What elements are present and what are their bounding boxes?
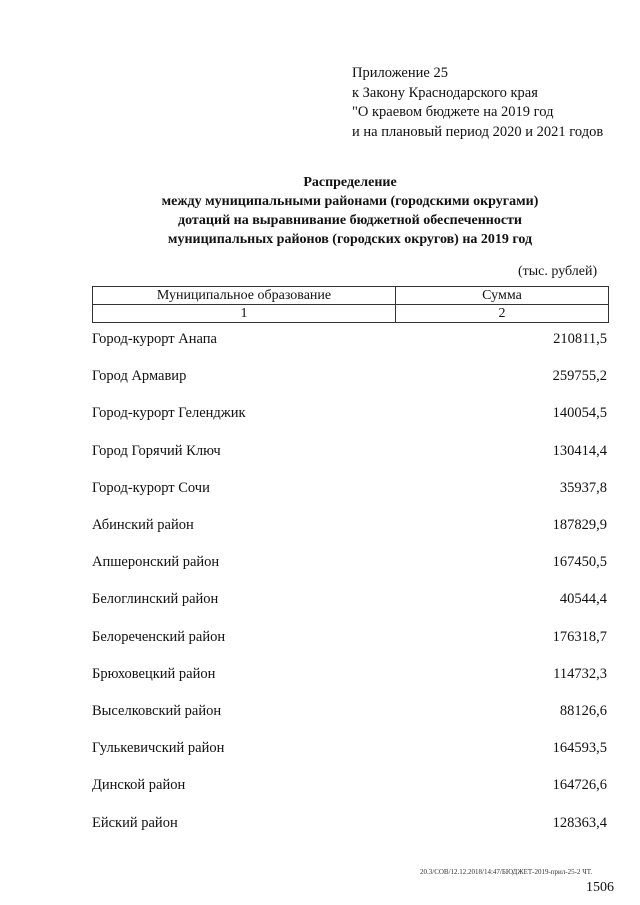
municipality-name: Город-курорт Геленджик: [92, 405, 246, 422]
appendix-line: и на плановый период 2020 и 2021 годов: [352, 123, 604, 140]
amount-value: 164726,6: [552, 777, 607, 794]
table-column-numbers-row: [93, 305, 609, 323]
amount-value: 40544,4: [559, 591, 607, 608]
table-row: [92, 552, 607, 572]
table-row: [92, 813, 607, 833]
table-row: [92, 329, 607, 349]
column-number-1: 1: [93, 305, 396, 323]
table-row: [92, 589, 607, 609]
municipality-name: Брюховецкий район: [92, 665, 216, 682]
document-title: [0, 173, 640, 249]
municipality-name: Белореченский район: [92, 628, 226, 645]
amount-value: 187829,9: [552, 517, 607, 533]
amount-value: 35937,8: [559, 479, 607, 496]
municipality-name: Апшеронский район: [92, 554, 220, 571]
municipality-name: Ейский район: [92, 814, 178, 831]
amount-value: 167450,5: [552, 554, 607, 571]
appendix-line: к Закону Краснодарского края: [352, 84, 538, 101]
table-row: [92, 441, 607, 461]
units-label: (тыс. рублей): [518, 264, 598, 279]
table-row: [92, 478, 607, 498]
municipality-name: Город Армавир: [92, 368, 187, 385]
table-row: [92, 701, 607, 721]
table-row: [92, 515, 607, 535]
appendix-line: "О краевом бюджете на 2019 год: [352, 104, 554, 120]
amount-value: 88126,6: [559, 703, 607, 719]
amount-value: 210811,5: [553, 331, 607, 347]
table-row: [92, 664, 607, 684]
title-line: дотаций на выравнивание бюджетной обеспеченности: [177, 213, 522, 228]
amount-value: 140054,5: [552, 405, 607, 422]
header-amount: Сумма: [396, 287, 609, 305]
amount-value: 259755,2: [552, 368, 607, 385]
amount-value: 128363,4: [552, 814, 607, 831]
title-line: муниципальных районов (городских округов) на 2019 год: [167, 232, 533, 247]
column-number-2: 2: [396, 305, 609, 323]
footer-code: 20.3/СОВ/12.12.2018/14:47/БЮДЖЕТ-2019-прил-25-2 ЧТ.: [420, 868, 593, 876]
table-row: [92, 366, 607, 386]
amount-value: 164593,5: [552, 740, 607, 757]
municipality-name: Абинский район: [92, 517, 194, 533]
amount-value: 176318,7: [552, 628, 607, 645]
municipality-name: Гулькевичский район: [92, 740, 225, 757]
amount-value: 130414,4: [552, 442, 607, 459]
table-row: [92, 627, 607, 647]
title-line: Распределение: [303, 175, 397, 190]
municipality-name: Город Горячий Ключ: [92, 442, 221, 459]
table-header-row: [93, 287, 609, 305]
header-municipality: Муниципальное образование: [93, 287, 396, 305]
municipality-name: Динской район: [92, 777, 186, 794]
table-row: [92, 775, 607, 795]
table-row: [92, 738, 607, 758]
municipality-name: Белоглинский район: [92, 591, 219, 608]
page-number: 1506: [586, 880, 614, 895]
appendix-header: [352, 64, 603, 142]
appendix-line: Приложение 25: [352, 65, 448, 81]
municipality-name: Город-курорт Сочи: [92, 479, 210, 496]
table-header: [92, 286, 609, 323]
table-row: [92, 403, 607, 423]
title-line: между муниципальными районами (городскими округами): [161, 194, 539, 209]
municipality-name: Город-курорт Анапа: [92, 331, 217, 347]
municipality-name: Выселковский район: [92, 703, 222, 719]
amount-value: 114732,3: [553, 665, 607, 682]
